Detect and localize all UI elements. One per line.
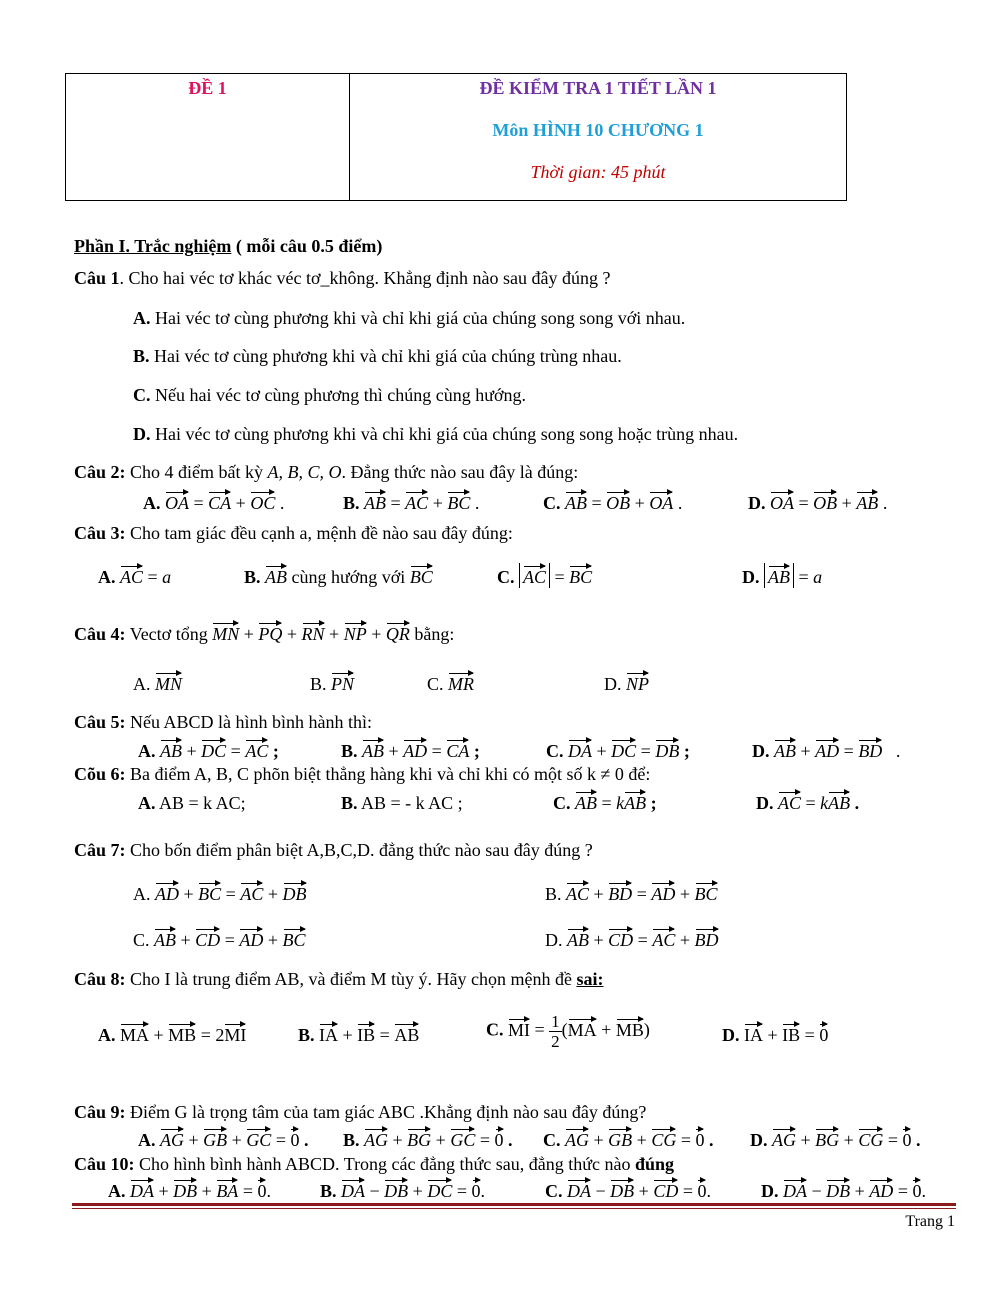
q4-option-c: C. MR xyxy=(427,670,474,695)
q3-option-c: C. AC = BC xyxy=(497,563,592,588)
question-5 xyxy=(74,712,372,733)
option-letter: A. xyxy=(138,793,156,813)
q3-option-d: D. AB = a xyxy=(742,563,822,588)
footer-rule xyxy=(72,1203,956,1206)
q9-option-a: A. AG + GB + GC = 0 . xyxy=(138,1126,308,1151)
option-letter: C. xyxy=(545,1181,563,1201)
question-text: . Cho hai véc tơ khác véc tơ_không. Khẳng định nào sau đây đúng ? xyxy=(119,268,611,288)
question-label: Câu 1 xyxy=(74,268,120,288)
option-letter: D. xyxy=(722,1025,740,1045)
option-letter: B. xyxy=(343,493,360,513)
option-letter: A. xyxy=(138,741,156,761)
option-letter: B. xyxy=(298,1025,315,1045)
q2-option-a: A. OA = CA + OC . xyxy=(143,489,284,514)
q10-option-b: B. DA − DB + DC = 0. xyxy=(320,1177,485,1202)
question-text: Vectơ tổng xyxy=(125,624,213,644)
question-9 xyxy=(74,1102,646,1123)
option-text: AB = - k AC ; xyxy=(357,793,463,813)
option-letter: D. xyxy=(756,793,774,813)
q2-option-c: C. AB = OB + OA . xyxy=(543,489,682,514)
q9-option-c: C. AG + GB + CG = 0 . xyxy=(543,1126,713,1151)
question-label: Cõu 6: xyxy=(74,764,126,784)
question-label: Câu 5: xyxy=(74,712,126,732)
option-letter: C. xyxy=(553,793,571,813)
question-label: Câu 9: xyxy=(74,1102,126,1122)
question-text: Ba điểm A, B, C phõn biệt thẳng hàng khi và chỉ khi có một số k ≠ 0 để: xyxy=(125,764,651,784)
option-text: AB = k AC; xyxy=(155,793,246,813)
option-letter: D. xyxy=(750,1130,768,1150)
question-text: Cho bốn điểm phân biệt A,B,C,D. đẳng thức nào sau đây đúng ? xyxy=(125,840,593,860)
q2-option-b: B. AB = AC + BC . xyxy=(343,489,479,514)
q5-option-b: B. AB + AD = CA ; xyxy=(341,737,480,762)
exam-code: ĐỀ 1 xyxy=(188,78,227,98)
option-letter: A. xyxy=(98,567,116,587)
question-7 xyxy=(74,840,593,861)
question-points: A, B, C, O xyxy=(267,462,342,482)
q5-option-d: D. AB + AD = BD . xyxy=(752,737,900,762)
question-6 xyxy=(74,764,650,785)
option-letter: B. xyxy=(341,793,358,813)
header-title-block xyxy=(350,78,846,183)
question-text: bằng: xyxy=(409,624,455,644)
question-2 xyxy=(74,462,578,483)
question-text: . Đẳng thức nào sau đây là đúng: xyxy=(341,462,579,482)
q10-option-d: D. DA − DB + AD = 0. xyxy=(761,1177,926,1202)
exam-time: Thời gian: 45 phút xyxy=(530,162,666,182)
option-text: cùng hướng với xyxy=(287,567,410,587)
footer-rule-thin xyxy=(72,1208,956,1209)
question-8 xyxy=(74,969,603,990)
question-label: Câu 10: xyxy=(74,1154,135,1174)
q5-option-c: C. DA + DC = DB ; xyxy=(546,737,690,762)
option-text: Hai véc tơ cùng phương khi và chỉ khi giá của chúng trùng nhau. xyxy=(154,346,622,366)
option-letter: D. xyxy=(133,424,151,444)
q3-option-a: A. AC = a xyxy=(98,563,171,588)
header-table xyxy=(65,73,847,201)
q7-option-b: B. AC + BD = AD + BC xyxy=(545,880,718,905)
q1-option-d xyxy=(133,424,738,445)
question-text: Nếu ABCD là hình bình hành thì: xyxy=(125,712,373,732)
option-letter: A. xyxy=(138,1130,156,1150)
q7-option-c: C. AB + CD = AD + BC xyxy=(133,926,306,951)
option-letter: C. xyxy=(546,741,564,761)
page-number: Trang 1 xyxy=(905,1213,955,1230)
q2-option-d: D. OA = OB + AB . xyxy=(748,489,887,514)
option-letter: D. xyxy=(748,493,766,513)
option-letter: A. xyxy=(98,1025,116,1045)
q6-option-c: C. AB = kAB ; xyxy=(553,789,657,814)
question-1 xyxy=(74,268,610,289)
q1-option-a xyxy=(133,308,685,329)
q4-option-d: D. NP xyxy=(604,670,649,695)
option-letter: C. xyxy=(486,1019,504,1040)
question-text: Cho 4 điểm bất kỳ xyxy=(125,462,268,482)
q6-option-d: D. AC = kAB . xyxy=(756,789,859,814)
q4-option-a: A. MN xyxy=(133,670,182,695)
q5-option-a: A. AB + DC = AC ; xyxy=(138,737,279,762)
q6-option-b xyxy=(341,793,463,814)
option-letter: A. xyxy=(133,308,151,328)
q9-option-b: B. AG + BG + GC = 0 . xyxy=(343,1126,513,1151)
option-letter: A. xyxy=(108,1181,126,1201)
q10-option-c: C. DA − DB + CD = 0. xyxy=(545,1177,711,1202)
question-10 xyxy=(74,1154,674,1175)
option-letter: B. xyxy=(341,741,358,761)
q8-option-d: D. IA + IB = 0 xyxy=(722,1021,828,1046)
option-text: Nếu hai véc tơ cùng phương thì chúng cùng hướng. xyxy=(155,385,526,405)
q4-option-b: B. PN xyxy=(310,670,354,695)
option-letter: B. xyxy=(320,1181,337,1201)
option-letter: C. xyxy=(497,567,515,587)
q8-option-b: B. IA + IB = AB xyxy=(298,1021,419,1046)
option-letter: B. xyxy=(244,567,261,587)
exam-title: ĐỀ KIỂM TRA 1 TIẾT LẦN 1 xyxy=(479,78,717,98)
question-text: Cho I là trung điểm AB, và điểm M tùy ý. Hãy chọn mệnh đề xyxy=(125,969,577,989)
question-4: Câu 4: Vectơ tổng MN + PQ + RN + NP + QR bằng: xyxy=(74,620,454,645)
section-note: ( mỗi câu 0.5 điểm) xyxy=(231,236,383,256)
q1-option-c xyxy=(133,385,526,406)
option-letter: C. xyxy=(543,1130,561,1150)
section-title: Phần I. Trắc nghiệm xyxy=(74,236,232,256)
option-letter: B. xyxy=(343,1130,360,1150)
question-label: Câu 2: xyxy=(74,462,126,482)
option-letter: D. xyxy=(761,1181,779,1201)
question-text: Cho tam giác đều cạnh a, mệnh đề nào sau đây đúng: xyxy=(125,523,513,543)
q8-option-a: A. MA + MB = 2MI xyxy=(98,1021,246,1046)
option-letter: D. xyxy=(752,741,770,761)
section-heading xyxy=(74,236,382,257)
q7-option-a: A. AD + BC = AC + DB xyxy=(133,880,307,905)
option-letter: D. xyxy=(742,567,760,587)
option-letter: C. xyxy=(543,493,561,513)
option-letter: A. xyxy=(143,493,161,513)
question-label: Câu 7: xyxy=(74,840,126,860)
q7-option-d: D. AB + CD = AC + BD xyxy=(545,926,719,951)
question-label: Câu 3: xyxy=(74,523,126,543)
q3-option-b: B. AB cùng hướng với BC xyxy=(244,563,433,588)
option-letter: C. xyxy=(133,385,151,405)
question-text: Điểm G là trọng tâm của tam giác ABC .Khẳng định nào sau đây đúng? xyxy=(125,1102,647,1122)
question-text: Cho hình bình hành ABCD. Trong các đẳng thức sau, đẳng thức nào xyxy=(134,1154,635,1174)
q10-option-a: A. DA + DB + BA = 0. xyxy=(108,1177,271,1202)
question-3 xyxy=(74,523,513,544)
question-label: Câu 4: xyxy=(74,624,126,644)
option-text: Hai véc tơ cùng phương khi và chỉ khi giá của chúng song song với nhau. xyxy=(155,308,686,328)
q6-option-a xyxy=(138,793,246,814)
q1-option-b xyxy=(133,346,622,367)
option-text: Hai véc tơ cùng phương khi và chỉ khi giá của chúng song song hoặc trùng nhau. xyxy=(155,424,739,444)
question-label: Câu 8: xyxy=(74,969,126,989)
question-keyword: đúng xyxy=(634,1154,675,1174)
q9-option-d: D. AG + BG + CG = 0 . xyxy=(750,1126,920,1151)
exam-subject: Môn HÌNH 10 CHƯƠNG 1 xyxy=(492,120,704,140)
question-keyword: sai: xyxy=(576,969,604,989)
q8-option-c: C. MI = $\frac{1}{2}$ (MA + MB) xyxy=(486,1012,650,1051)
option-letter: B. xyxy=(133,346,150,366)
